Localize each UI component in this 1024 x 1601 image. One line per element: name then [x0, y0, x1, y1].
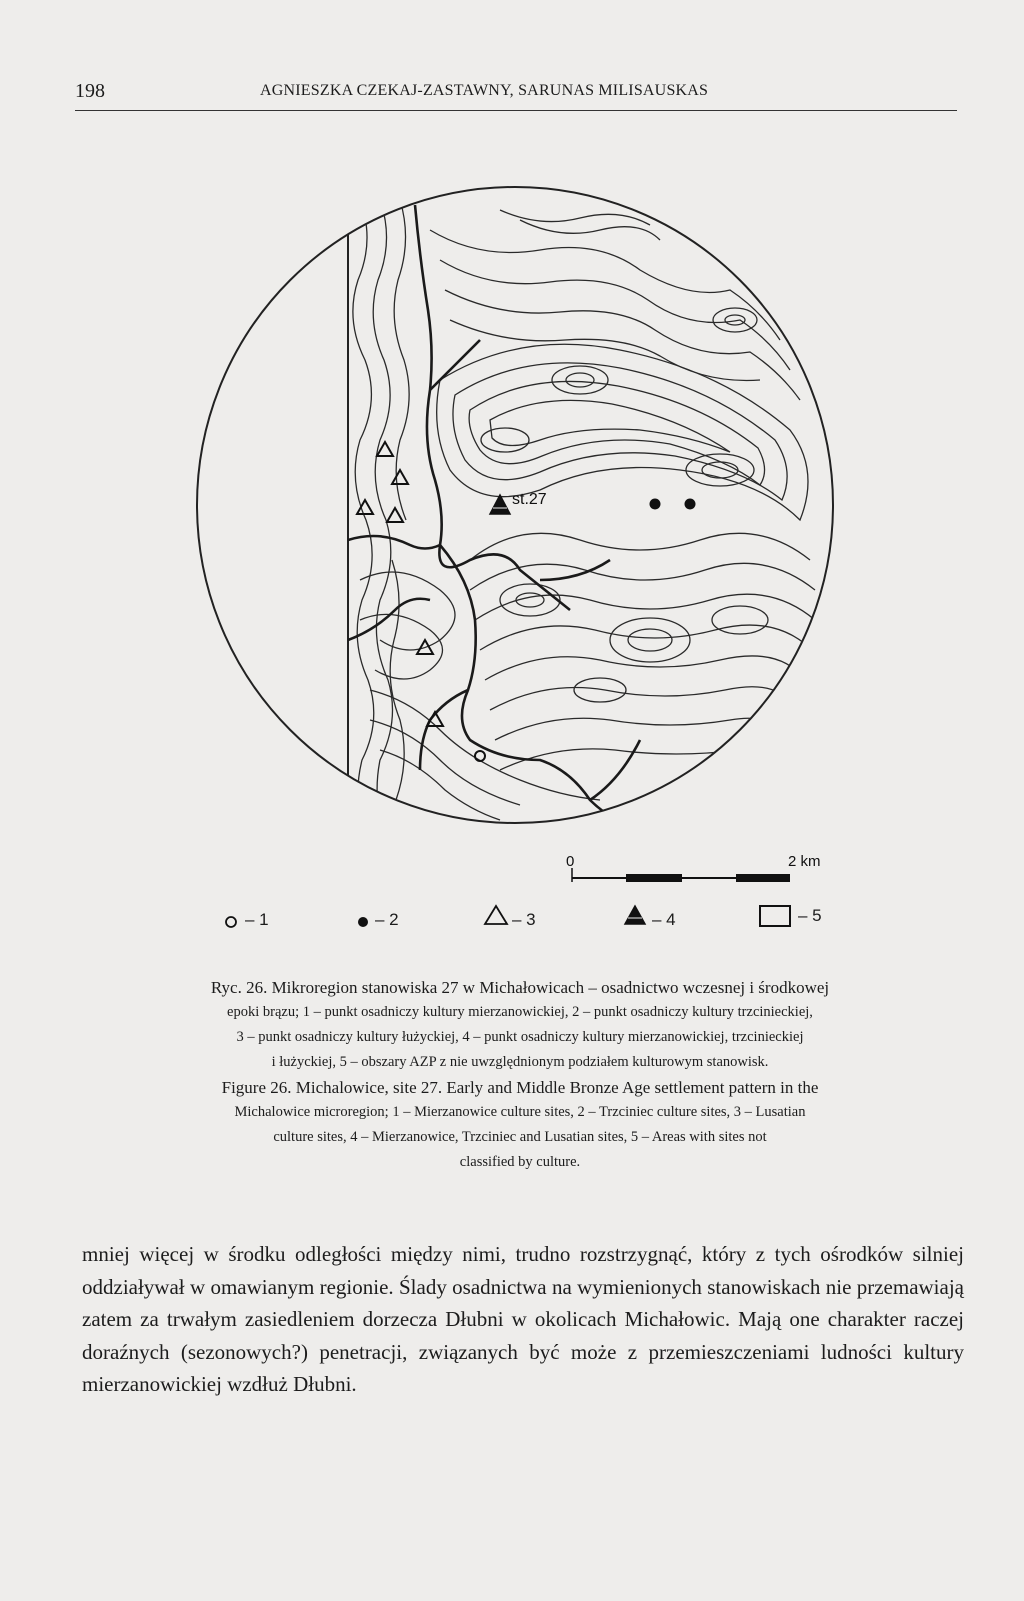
legend-open-triangle-icon	[485, 906, 507, 924]
mierzanowice-site-marker	[475, 751, 485, 761]
caption-en-line: classified by culture.	[459, 1154, 581, 1170]
site-label-st27: st.27	[512, 491, 547, 508]
legend-label-4: – 4	[652, 910, 676, 929]
scale-end-label: 2 km	[788, 853, 821, 870]
caption-pl-line: i łużyckiej, 5 – obszary AZP z nie uwzględnionym podziałem kulturowym stanowisk.	[271, 1054, 769, 1070]
legend-label-2: – 2	[375, 910, 399, 929]
scale-bar	[566, 853, 821, 882]
trzciniec-site-marker	[685, 499, 696, 510]
legend-label-3: – 3	[512, 910, 536, 929]
legend-hatched-triangle-icon	[625, 906, 645, 924]
lusatian-site-marker	[392, 470, 408, 484]
legend	[226, 906, 790, 927]
legend-square-icon	[760, 906, 790, 926]
scale-start-label: 0	[566, 853, 575, 870]
caption-en-line: Michalowice microregion; 1 – Mierzanowice culture sites, 2 – Trzciniec culture sites, 3 – Lusatian	[234, 1104, 806, 1120]
legend-filled-circle-icon	[358, 917, 368, 927]
figure-caption	[95, 975, 945, 1175]
body-paragraph: mniej więcej w środku odległości między nimi, trudno rozstrzygnąć, który z tych ośrodków silniej oddziaływał w omawianym regionie. Ślady osadnictwa na wymienionych stanowiskach nie przemawiają zatem za trwałym zasiedleniem dorzecza Dłubni w okolicach Michałowic. Mają one charakter raczej doraźnych (sezonowych?) penetracji, związanych być może z przemieszczeniami ludności kultury mierzanowickiej wzdłuż Dłubni.	[82, 1242, 964, 1396]
multi-culture-site-st27	[490, 495, 510, 514]
legend-label-1: – 1	[245, 910, 269, 929]
rivers	[348, 205, 640, 830]
caption-pl-line: epoki brązu; 1 – punkt osadniczy kultury mierzanowickiej, 2 – punkt osadniczy kultury trzcinieckiej,	[227, 1004, 813, 1020]
running-head: AGNIESZKA CZEKAJ-ZASTAWNY, SARUNAS MILISAUSKAS	[260, 82, 709, 99]
caption-en-line: culture sites, 4 – Mierzanowice, Trzciniec and Lusatian sites, 5 – Areas with sites not	[273, 1129, 767, 1145]
caption-en-line: Figure 26. Michalowice, site 27. Early and Middle Bronze Age settlement pattern in the	[221, 1078, 819, 1097]
lusatian-site-marker	[387, 508, 403, 522]
page-number: 198	[75, 80, 105, 102]
caption-pl-line: 3 – punkt osadniczy kultury łużyckiej, 4 – punkt osadniczy kultury mierzanowickiej, trzcinieckiej	[236, 1029, 804, 1045]
trzciniec-site-marker	[650, 499, 661, 510]
caption-pl-line: Ryc. 26. Mikroregion stanowiska 27 w Michałowicach – osadnictwo wczesnej i środkowej	[210, 978, 830, 997]
legend-label-5: – 5	[798, 906, 822, 925]
legend-open-circle-icon	[226, 917, 236, 927]
